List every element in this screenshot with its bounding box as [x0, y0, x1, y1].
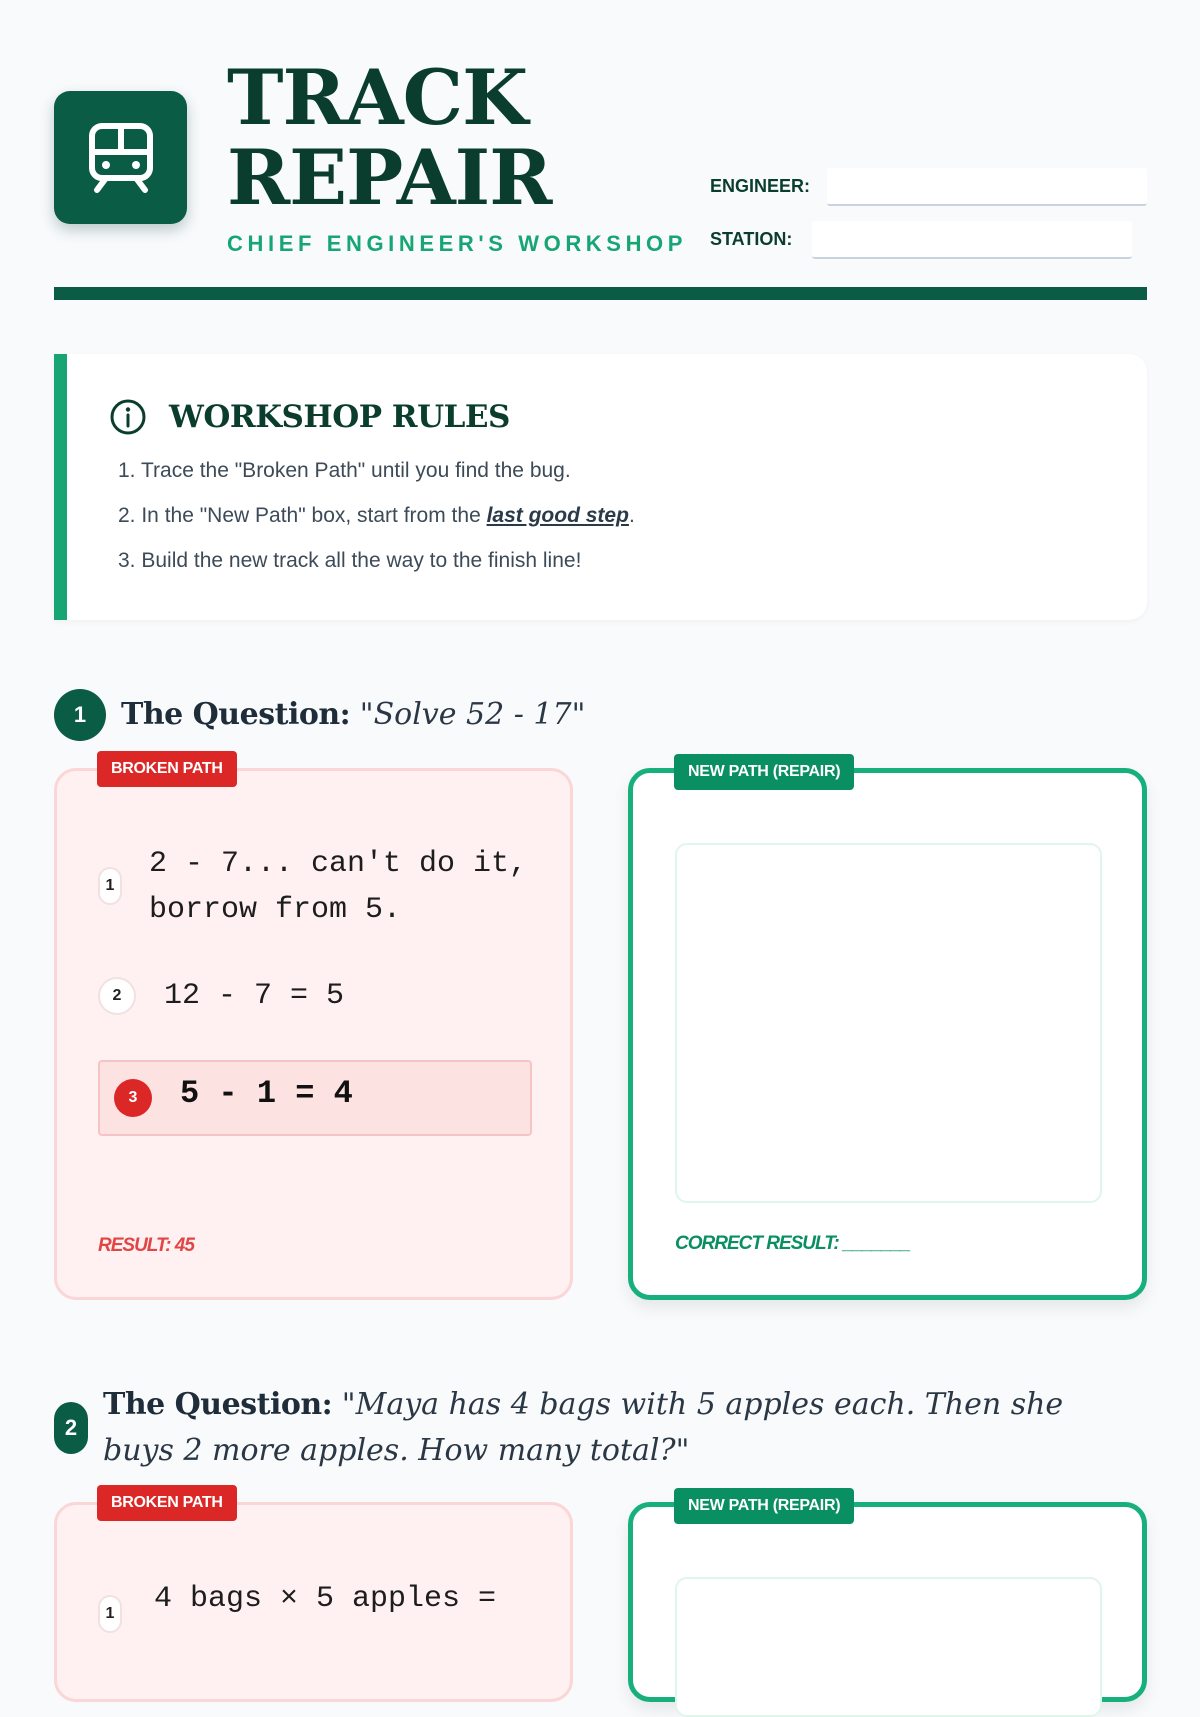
broken-result: RESULT: 45 — [98, 1235, 194, 1256]
rule-item-2-emphasis: last good step — [486, 504, 629, 527]
step-text: 5 - 1 = 4 — [180, 1075, 353, 1112]
repair-path-panel — [628, 768, 1147, 1300]
step-number: 1 — [98, 867, 122, 905]
repair-work-area[interactable] — [675, 1577, 1102, 1717]
broken-path-panel — [54, 768, 573, 1300]
repair-path-tag: NEW PATH (REPAIR) — [674, 1488, 854, 1524]
question-number: 1 — [54, 689, 106, 741]
question-line-1 — [103, 1382, 1147, 1428]
station-label: STATION: — [710, 229, 793, 249]
question-label: The Question: — [121, 697, 351, 732]
question-text — [121, 692, 585, 738]
title-line-1: TRACK — [227, 53, 528, 142]
correct-result: CORRECT RESULT: _______ — [675, 1233, 910, 1254]
rule-item-1: 1. Trace the "Broken Path" until you find the bug. — [118, 459, 571, 482]
logo — [54, 91, 187, 224]
info-icon — [109, 398, 147, 436]
question-quote-line-2: buys 2 more apples. How many total?" — [103, 1433, 690, 1468]
broken-path-tag: BROKEN PATH — [97, 751, 237, 787]
step-text-line-1: 2 - 7... can't do it, — [149, 847, 528, 881]
step-number: 1 — [98, 1595, 122, 1633]
page-subtitle: CHIEF ENGINEER'S WORKSHOP — [227, 231, 688, 256]
page-title — [227, 53, 552, 222]
question-label: The Question: — [103, 1387, 333, 1422]
broken-path-panel — [54, 1502, 573, 1702]
question-quote-line-1: "Maya has 4 bags with 5 apples each. Then she — [341, 1387, 1064, 1422]
repair-work-area[interactable] — [675, 843, 1102, 1203]
rule-item-2 — [118, 504, 635, 528]
train-icon — [88, 122, 154, 194]
step-number: 3 — [114, 1079, 152, 1117]
engineer-label: ENGINEER: — [710, 176, 811, 196]
step-text: 4 bags × 5 apples = — [154, 1582, 497, 1616]
header-divider — [54, 287, 1147, 300]
rule-item-2-suffix: . — [628, 504, 635, 527]
station-field[interactable] — [812, 221, 1132, 259]
rules-header — [109, 398, 510, 436]
repair-path-tag: NEW PATH (REPAIR) — [674, 754, 854, 790]
rule-item-3: 3. Build the new track all the way to the finish line! — [118, 549, 582, 572]
step-number: 2 — [98, 977, 136, 1015]
question-text — [103, 1382, 1147, 1474]
rule-item-2-prefix: 2. In the "New Path" box, start from the — [118, 504, 487, 527]
repair-path-panel — [628, 1502, 1147, 1702]
step-text-line-2: borrow from 5. — [149, 893, 402, 927]
question-number: 2 — [54, 1402, 88, 1454]
buggy-step — [98, 1060, 532, 1136]
engineer-field[interactable] — [827, 168, 1147, 206]
question-quote: "Solve 52 - 17" — [359, 697, 586, 732]
rules-title: WORKSHOP RULES — [169, 399, 510, 435]
title-line-2: REPAIR — [227, 133, 552, 222]
step-text: 12 - 7 = 5 — [164, 979, 345, 1013]
step-text — [149, 841, 527, 933]
workshop-rules-card — [54, 354, 1147, 620]
broken-path-tag: BROKEN PATH — [97, 1485, 237, 1521]
